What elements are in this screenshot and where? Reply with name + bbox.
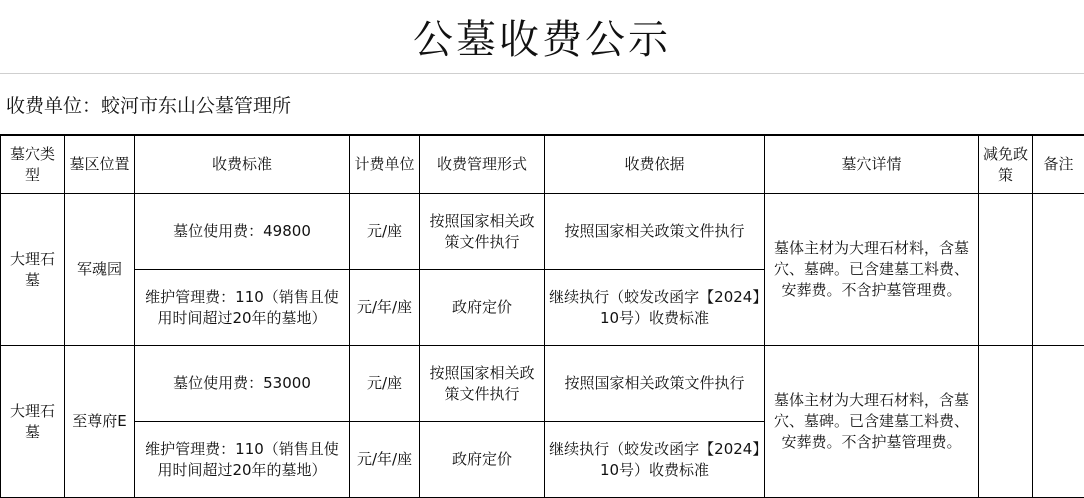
detail-cell: 墓体主材为大理石材料，含墓穴、墓碑。已含建墓工料费、安葬费。不含护墓管理费。	[765, 346, 979, 498]
location-cell: 军魂园	[65, 194, 135, 346]
header-location: 墓区位置	[65, 136, 135, 194]
basis-cell: 按照国家相关政策文件执行	[545, 194, 765, 270]
relief-cell	[979, 194, 1033, 346]
remark-cell	[1033, 346, 1084, 498]
fee-unit-line: 收费单位：蛟河市东山公墓管理所	[0, 74, 1084, 135]
header-management-form: 收费管理形式	[420, 136, 545, 194]
management-form-cell: 政府定价	[420, 270, 545, 346]
fee-table	[0, 135, 1084, 498]
basis-cell: 继续执行（蛟发改函字【2024】10号）收费标准	[545, 270, 765, 346]
standard-cell: 墓位使用费：53000	[135, 346, 350, 422]
header-basis: 收费依据	[545, 136, 765, 194]
header-standard: 收费标准	[135, 136, 350, 194]
detail-cell: 墓体主材为大理石材料，含墓穴、墓碑。已含建墓工料费、安葬费。不含护墓管理费。	[765, 194, 979, 346]
remark-cell	[1033, 194, 1084, 346]
header-grave-type: 墓穴类型	[1, 136, 65, 194]
grave-type-cell: 大理石墓	[1, 346, 65, 498]
billing-unit-cell: 元/座	[350, 346, 420, 422]
billing-unit-cell: 元/年/座	[350, 270, 420, 346]
header-billing-unit: 计费单位	[350, 136, 420, 194]
basis-cell: 继续执行（蛟发改函字【2024】10号）收费标准	[545, 422, 765, 498]
management-form-cell: 按照国家相关政策文件执行	[420, 194, 545, 270]
management-form-cell: 按照国家相关政策文件执行	[420, 346, 545, 422]
header-remark: 备注	[1033, 136, 1084, 194]
location-cell: 至尊府E	[65, 346, 135, 498]
header-detail: 墓穴详情	[765, 136, 979, 194]
billing-unit-cell: 元/座	[350, 194, 420, 270]
table-row	[1, 194, 1084, 270]
relief-cell	[979, 346, 1033, 498]
page-title: 公墓收费公示	[0, 0, 1084, 74]
billing-unit-cell: 元/年/座	[350, 422, 420, 498]
standard-cell: 维护管理费：110（销售且使用时间超过20年的墓地）	[135, 422, 350, 498]
standard-cell: 墓位使用费：49800	[135, 194, 350, 270]
standard-cell: 维护管理费：110（销售且使用时间超过20年的墓地）	[135, 270, 350, 346]
table-row	[1, 346, 1084, 422]
table-header-row	[1, 136, 1084, 194]
basis-cell: 按照国家相关政策文件执行	[545, 346, 765, 422]
grave-type-cell: 大理石墓	[1, 194, 65, 346]
management-form-cell: 政府定价	[420, 422, 545, 498]
header-relief: 减免政策	[979, 136, 1033, 194]
